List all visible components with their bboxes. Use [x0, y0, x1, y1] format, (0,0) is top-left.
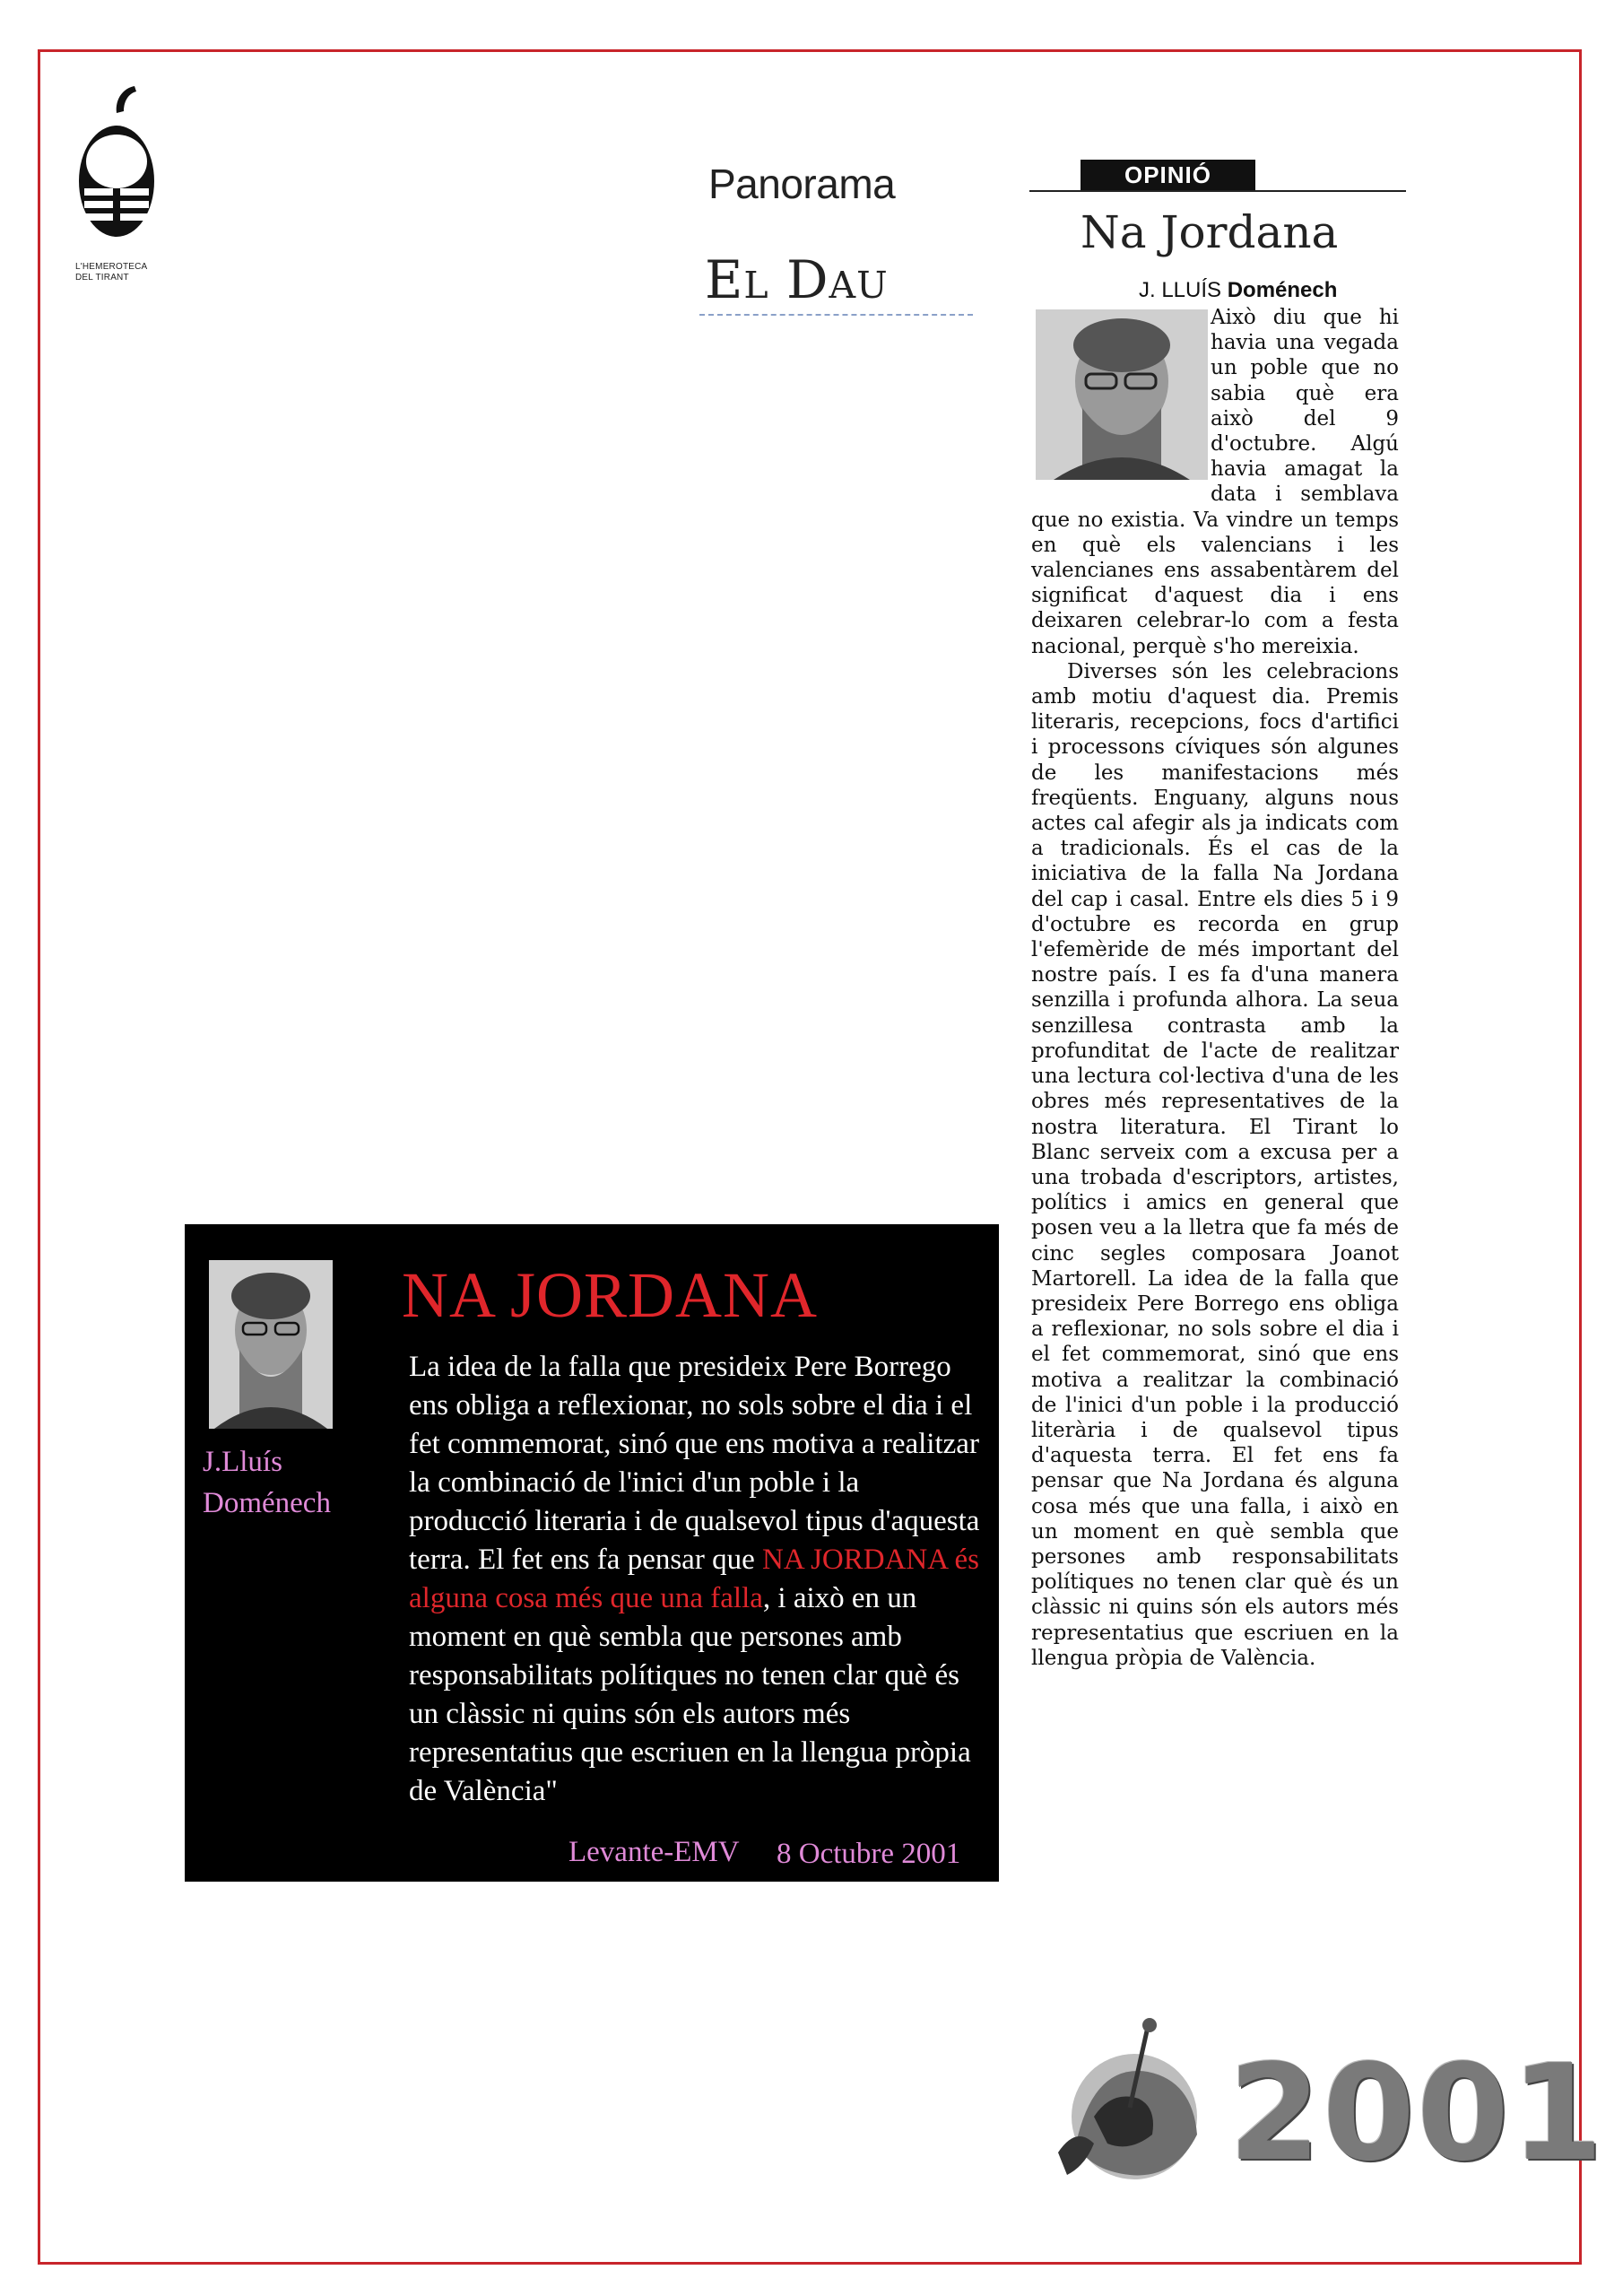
- masthead-rule: [699, 314, 973, 316]
- hemeroteca-logo: [72, 83, 179, 289]
- quote-date: 8 Octubre 2001: [777, 1838, 961, 1870]
- quote-author-line2: Doménech: [203, 1487, 331, 1519]
- article-paragraph-1: Això diu que hi havia una vegada un poble que no sabia què era això del 9 d'octubre. Algú havia amagat la data i semblava que no existia. Va vindre un temps en què els valencians i les valencianes ens assabentàrem del significat d'aquest dia i ens deixaren celebrar-lo com a festa nacional, perquè s'ho mereixia.: [1031, 306, 1399, 658]
- masthead-section: Panorama: [708, 161, 896, 207]
- article-title: Na Jordana: [1081, 206, 1339, 258]
- tirant-knight-illustration: [1040, 2009, 1228, 2197]
- byline-first: J. LLUÍS: [1139, 278, 1222, 302]
- year-label: 2001: [1228, 2036, 1605, 2190]
- quote-text-before: La idea de la falla que presideix Pere Borrego ens obliga a reflexionar, no sols sobre el dia i el fet commemorat, sinó que ens motiva a realitzar la combinació de l'inici d'un poble i la producció literaria i de qualsevol tipus d'aquesta terra. El fet ens fa pensar que: [409, 1351, 980, 1576]
- quote-title: NA JORDANA: [402, 1259, 819, 1331]
- article-body: [1031, 305, 1399, 1671]
- quote-text-highlight: NA JORDANA és alguna cosa més que una falla: [409, 1544, 980, 1614]
- quote-text: [409, 1348, 983, 1811]
- author-photo-small: [1036, 309, 1208, 480]
- masthead-title: El Dau: [705, 249, 889, 310]
- quote-author: [203, 1441, 331, 1524]
- quote-source: Levante-EMV: [568, 1836, 740, 1868]
- article-byline: [1139, 278, 1337, 303]
- opinion-rule: [1029, 190, 1406, 192]
- logo-caption-line1: L'HEMEROTECA: [75, 262, 148, 272]
- opinion-tag: OPINIÓ: [1081, 160, 1255, 190]
- article-paragraph-2: Diverses són les celebracions amb motiu d'aquest dia. Premis literaris, recepcions, focs d'artifici i processons cíviques són algunes de les manifestacions més freqüents. Enguany, alguns nous actes cal afegir als ja indicats com a tradicionals. És el cas de la iniciativa de la falla Na Jordana del cap i casal. Entre els dies 5 i 9 d'octubre es recorda en grup l'efemèride de més important del nostre país. I es fa d'una manera senzilla i profunda alhora. La seua senzillesa contrasta amb la profunditat de l'acte de realitzar una lectura col·lectiva d'una de les obres més representatives de la nostra literatura. El Tirant lo Blanc serveix com a excusa per a una trobada d'escriptors, artistes, polítics i amics en general que posen veu a la lletra que fa més de cinc segles composara Joanot Martorell. La idea de la falla que presideix Pere Borrego ens obliga a reflexionar, no sols sobre el dia i el fet commemorat, sinó que ens motiva a realitzar la combinació de l'inici d'un poble i la producció literària i de qualsevol tipus d'aquesta terra. El fet ens fa pensar que Na Jordana és alguna cosa més que una falla, i això en un moment en què sembla que persones amb responsabilitats polítiques no tenen clar què és un clàssic ni quins són els autors més representatius que escriuen en la llengua pròpia de València.: [1031, 659, 1399, 1670]
- author-photo: [209, 1260, 333, 1429]
- byline-last: Doménech: [1227, 278, 1338, 302]
- quote-text-after: , i això en un moment en què sembla que persones amb responsabilitats polítiques no tenen clar què és un clàssic ni quins són els autors més representatius que escriuen en la llengua pròpia de València": [409, 1582, 971, 1807]
- logo-caption: [75, 262, 183, 283]
- quote-box: [185, 1224, 999, 1882]
- quote-author-line1: J.Lluís: [203, 1446, 282, 1478]
- logo-caption-line2: DEL TIRANT: [75, 273, 129, 283]
